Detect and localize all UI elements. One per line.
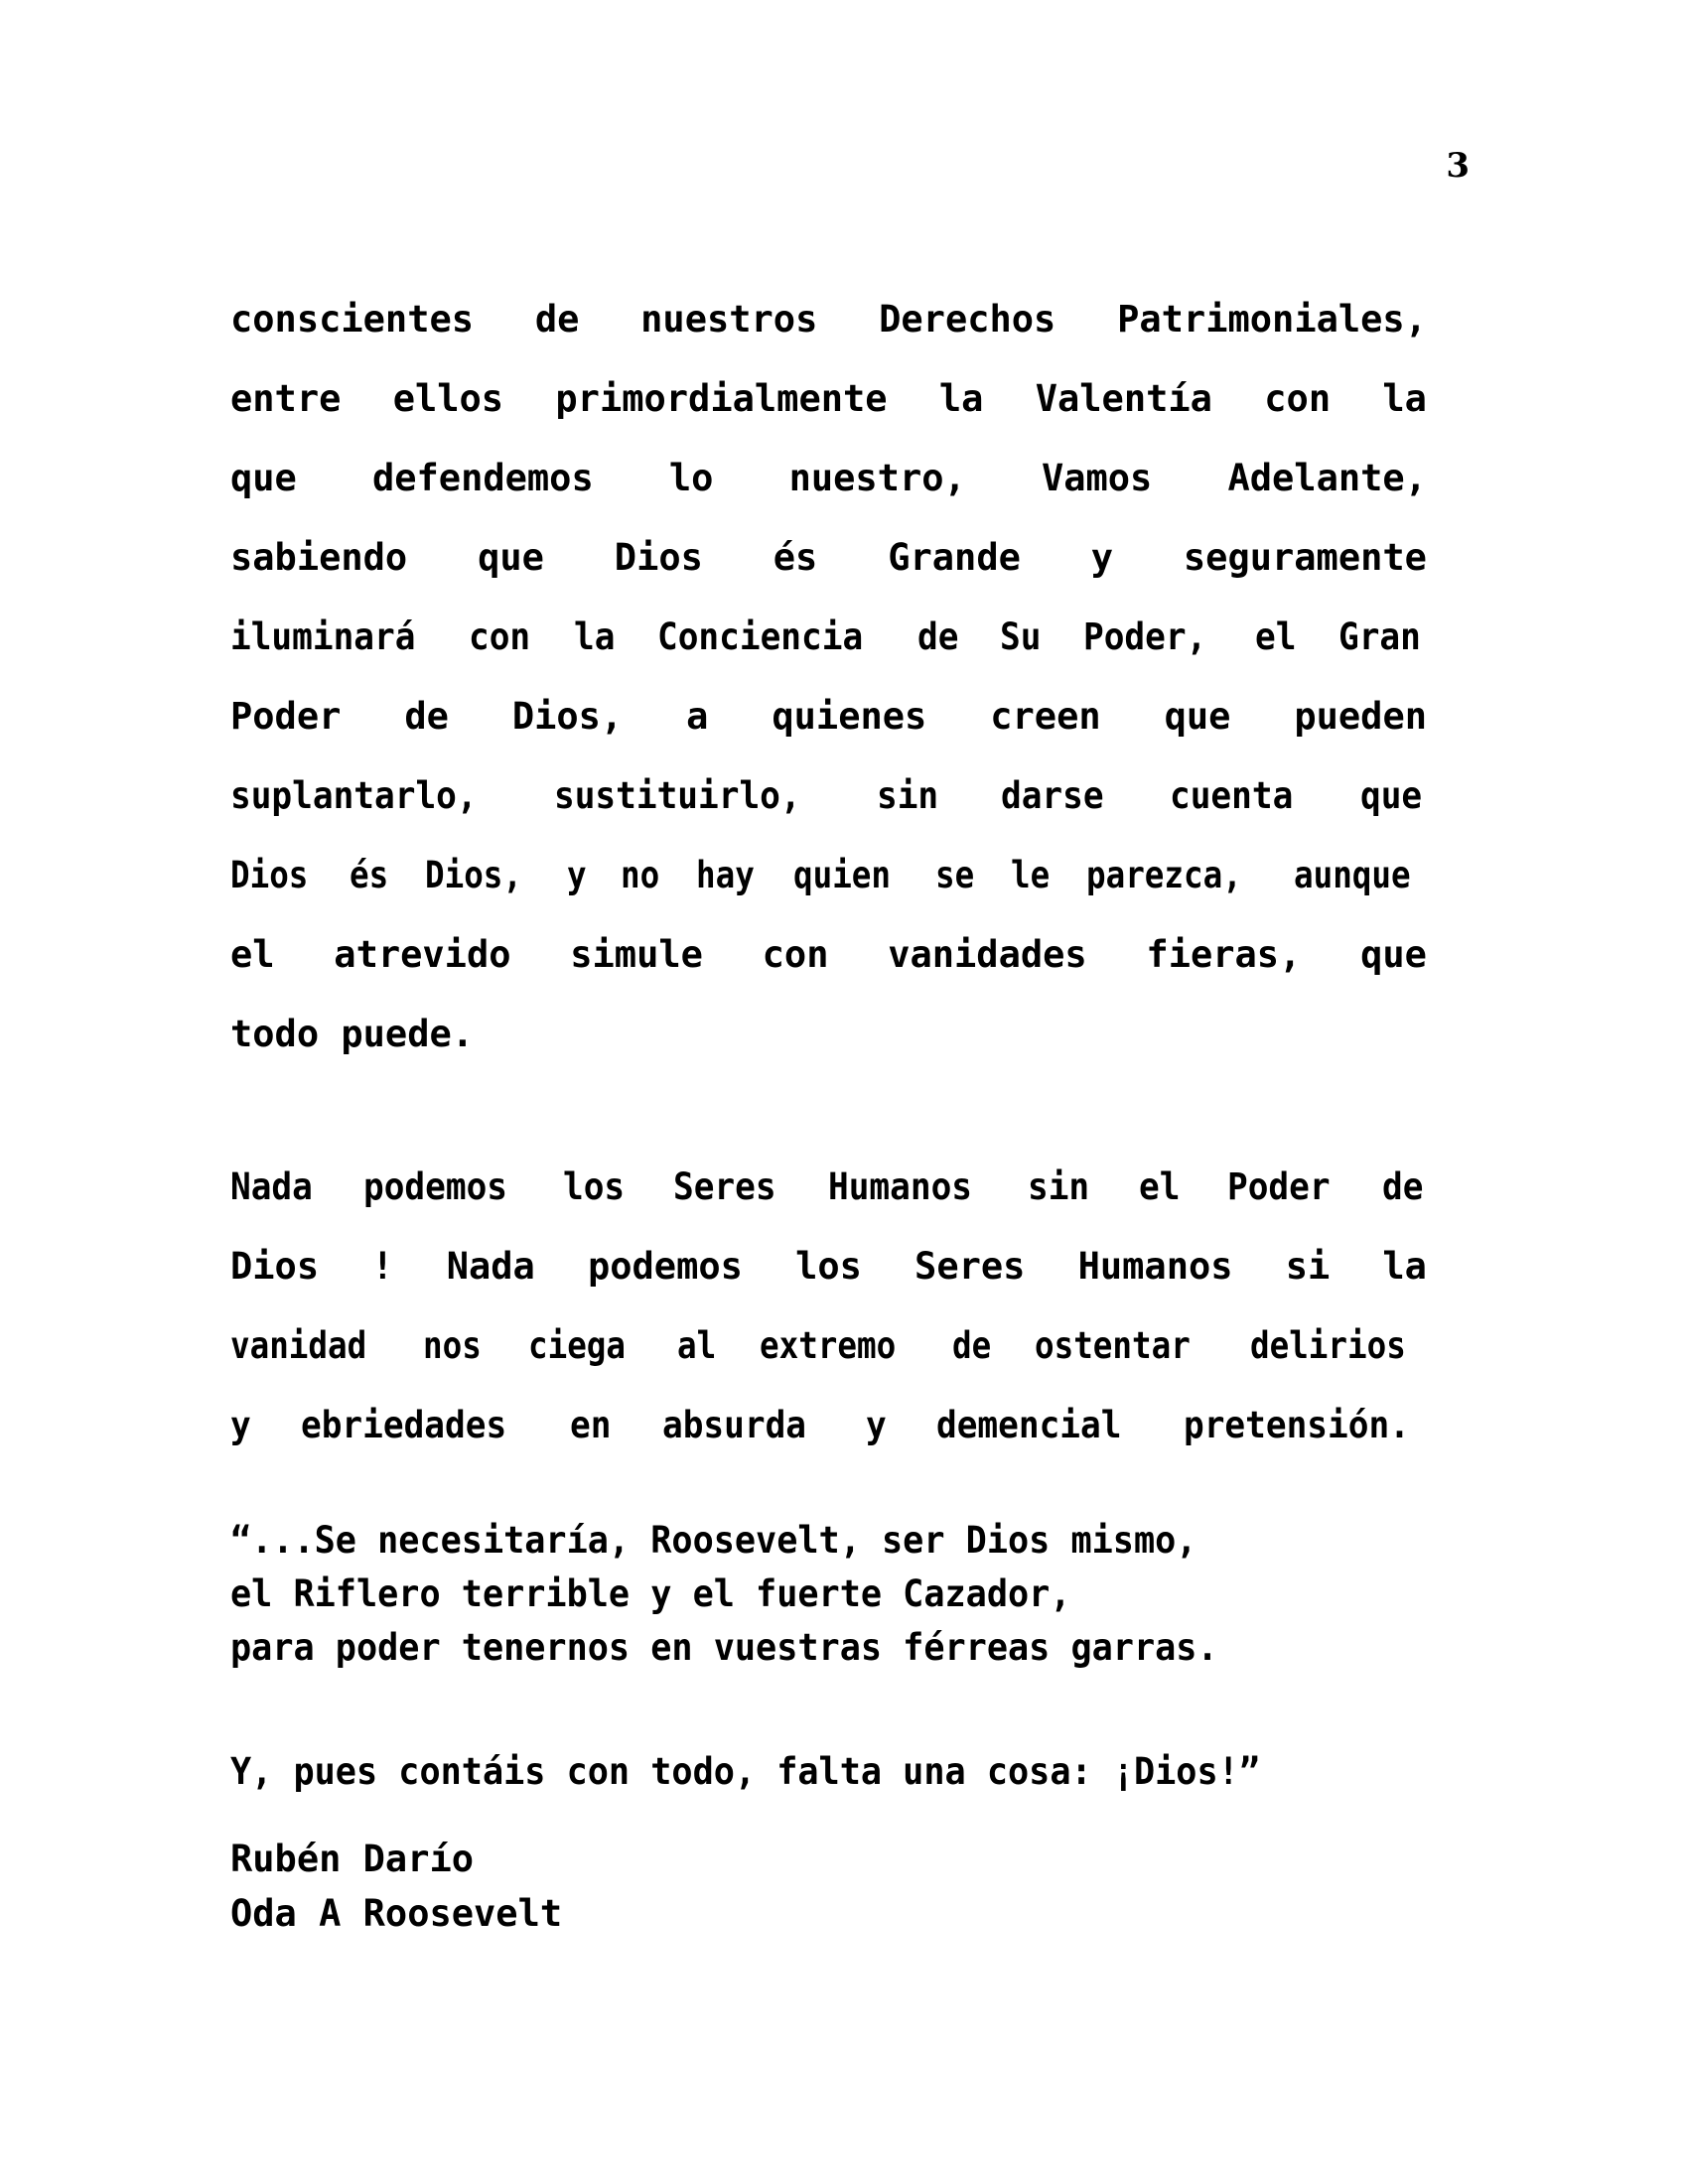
poem-quote-block bbox=[230, 1514, 1442, 1675]
text-word: Dios, bbox=[511, 695, 624, 739]
text-word: extremo bbox=[759, 1324, 896, 1368]
text-word: de bbox=[534, 298, 580, 341]
text-word: iluminará bbox=[230, 615, 416, 659]
text-word: lo bbox=[668, 457, 714, 500]
text-word: Poder, bbox=[1083, 615, 1207, 659]
text-word: le bbox=[1010, 854, 1050, 897]
text-word: la bbox=[938, 377, 984, 421]
text-word: entre bbox=[230, 377, 342, 421]
text-word: la bbox=[1382, 1245, 1427, 1289]
text-word: que bbox=[478, 536, 544, 580]
text-line bbox=[230, 1128, 1427, 1207]
text-word: ! bbox=[371, 1245, 394, 1289]
text-word: nuestros bbox=[640, 298, 818, 341]
text-word: vanidades bbox=[888, 933, 1087, 977]
text-line bbox=[230, 498, 1427, 578]
text-word: el bbox=[1138, 1165, 1181, 1209]
text-word: cuenta bbox=[1170, 774, 1294, 818]
text-word: y bbox=[230, 1404, 251, 1447]
text-line bbox=[230, 260, 1427, 340]
text-word: sabiendo bbox=[230, 536, 408, 580]
text-word: absurda bbox=[662, 1404, 807, 1447]
text-word: sin bbox=[1028, 1165, 1090, 1209]
text-word: los bbox=[795, 1245, 862, 1289]
text-word: suplantarlo, bbox=[230, 774, 478, 818]
paragraph-1 bbox=[230, 260, 1427, 1054]
text-line bbox=[230, 816, 1427, 895]
text-word: és bbox=[350, 854, 389, 897]
text-word: fieras, bbox=[1146, 933, 1302, 977]
text-word: la bbox=[1382, 377, 1427, 421]
text-word: Patrimoniales, bbox=[1117, 298, 1427, 341]
text-word: de bbox=[404, 695, 449, 739]
text-line bbox=[230, 578, 1427, 657]
quote-line: “...Se necesitaría, Roosevelt, ser Dios mismo, bbox=[230, 1519, 1197, 1562]
text-line bbox=[230, 657, 1427, 737]
text-word: aunque bbox=[1294, 854, 1411, 897]
text-line: todo puede. bbox=[230, 1013, 475, 1056]
text-word: quien bbox=[792, 854, 892, 897]
text-line bbox=[230, 737, 1427, 816]
text-word: que bbox=[1360, 933, 1427, 977]
text-word: ellos bbox=[392, 377, 504, 421]
text-word: y bbox=[865, 1404, 887, 1447]
text-word: quienes bbox=[772, 695, 927, 739]
text-word: el bbox=[230, 933, 275, 977]
text-line bbox=[230, 419, 1427, 498]
text-word: Dios bbox=[230, 854, 309, 897]
paragraph-2 bbox=[230, 1128, 1427, 1445]
text-word: Derechos bbox=[879, 298, 1056, 341]
text-word: que bbox=[1360, 774, 1423, 818]
quote-closing-line: Y, pues contáis con todo, falta una cosa: ¡Dios!” bbox=[230, 1750, 1260, 1793]
text-word: Nada bbox=[446, 1245, 535, 1289]
text-word: se bbox=[934, 854, 974, 897]
text-line bbox=[230, 1366, 1427, 1445]
text-word: pretensión. bbox=[1183, 1404, 1410, 1447]
text-word: Valentía bbox=[1035, 377, 1212, 421]
text-word: Poder bbox=[1227, 1165, 1331, 1209]
attribution-work: Oda A Roosevelt bbox=[230, 1892, 563, 1935]
text-word: sustituirlo, bbox=[553, 774, 801, 818]
text-word: no bbox=[620, 854, 660, 897]
text-word: Humanos bbox=[828, 1165, 973, 1209]
text-word: a bbox=[686, 695, 709, 739]
text-word: podemos bbox=[362, 1165, 507, 1209]
text-word: creen bbox=[990, 695, 1101, 739]
text-line bbox=[230, 1287, 1427, 1366]
text-word: Gran bbox=[1337, 615, 1421, 659]
text-word: Su bbox=[1000, 615, 1042, 659]
text-word: y bbox=[1090, 536, 1114, 580]
text-word: ciega bbox=[527, 1324, 626, 1368]
text-word: nos bbox=[423, 1324, 483, 1368]
text-word: de bbox=[952, 1324, 992, 1368]
text-word: nuestro, bbox=[788, 457, 966, 500]
text-word: que bbox=[230, 457, 297, 500]
text-word: Dios, bbox=[425, 854, 523, 897]
text-word: delirios bbox=[1249, 1324, 1406, 1368]
text-word: parezca, bbox=[1085, 854, 1242, 897]
text-word: Vamos bbox=[1041, 457, 1153, 500]
text-word: de bbox=[916, 615, 959, 659]
attribution-author: Rubén Darío bbox=[230, 1838, 475, 1880]
text-word: Seres bbox=[673, 1165, 776, 1209]
text-line bbox=[230, 340, 1427, 419]
text-word: hay bbox=[695, 854, 755, 897]
quote-attribution bbox=[230, 1832, 562, 1941]
text-line bbox=[230, 1207, 1427, 1287]
page-number: 3 bbox=[1446, 146, 1470, 186]
text-word: con bbox=[468, 615, 530, 659]
text-word: sin bbox=[877, 774, 939, 818]
text-word: Grande bbox=[888, 536, 1021, 580]
text-word: és bbox=[773, 536, 818, 580]
text-word: Dios bbox=[230, 1245, 320, 1289]
text-word: podemos bbox=[587, 1245, 743, 1289]
text-word: si bbox=[1285, 1245, 1331, 1289]
text-word: Humanos bbox=[1077, 1245, 1233, 1289]
text-word: pueden bbox=[1294, 695, 1427, 739]
text-word: defendemos bbox=[371, 457, 594, 500]
text-word: Adelante, bbox=[1227, 457, 1427, 500]
text-line bbox=[230, 895, 1427, 975]
text-word: que bbox=[1164, 695, 1231, 739]
text-word: atrevido bbox=[334, 933, 511, 977]
text-word: los bbox=[562, 1165, 625, 1209]
text-word: primordialmente bbox=[555, 377, 888, 421]
text-word: Poder bbox=[230, 695, 342, 739]
text-word: Seres bbox=[914, 1245, 1026, 1289]
text-word: al bbox=[676, 1324, 716, 1368]
text-word: vanidad bbox=[230, 1324, 367, 1368]
text-word: darse bbox=[1001, 774, 1105, 818]
text-word: en bbox=[570, 1404, 612, 1447]
text-word: conscientes bbox=[230, 298, 475, 341]
text-word: simule bbox=[570, 933, 703, 977]
text-word: demencial bbox=[935, 1404, 1122, 1447]
text-word: con bbox=[1264, 377, 1332, 421]
text-word: con bbox=[762, 933, 829, 977]
text-word: Conciencia bbox=[656, 615, 863, 659]
text-word: y bbox=[567, 854, 587, 897]
text-word: Nada bbox=[230, 1165, 313, 1209]
text-word: ostentar bbox=[1035, 1324, 1191, 1368]
text-word: la bbox=[573, 615, 616, 659]
text-word: de bbox=[1382, 1165, 1424, 1209]
body-text-block bbox=[230, 260, 1427, 1445]
quote-line: para poder tenernos en vuestras férreas garras. bbox=[230, 1626, 1218, 1669]
text-word: ebriedades bbox=[300, 1404, 507, 1447]
text-word: el bbox=[1255, 615, 1297, 659]
text-word: Dios bbox=[614, 536, 703, 580]
quote-line: el Riflero terrible y el fuerte Cazador, bbox=[230, 1572, 1071, 1615]
text-word: seguramente bbox=[1183, 536, 1427, 580]
